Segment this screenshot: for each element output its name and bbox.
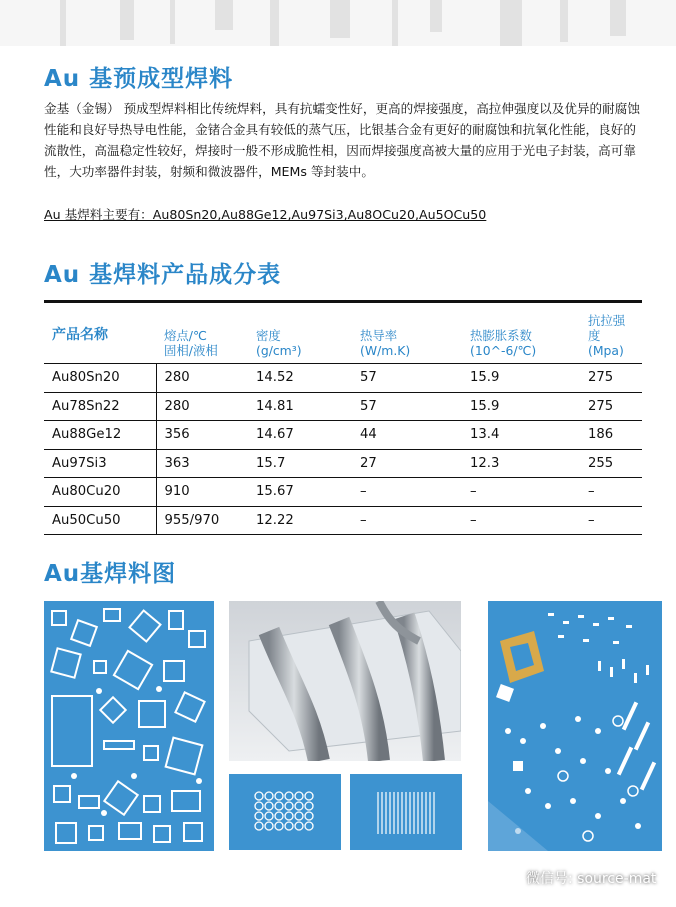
cell-product: Au88Ge12	[44, 421, 156, 450]
section-title-composition: Au 基焊料产品成分表	[44, 262, 282, 288]
main-products-list: Au 基焊料主要有：Au80Sn20,Au88Ge12,Au97Si3,Au8OCu20,Au5OCu50	[44, 207, 487, 222]
cell-conductivity: 57	[352, 364, 462, 393]
header-melting-point: 熔点/℃ 固相/液相	[164, 328, 218, 358]
header-thermal-conductivity: 热导率 (W/m.K)	[360, 328, 411, 358]
table-header-row	[44, 302, 642, 364]
photo-ring-preforms	[229, 774, 341, 850]
cell-expansion: 13.4	[462, 421, 580, 450]
composition-table	[44, 300, 642, 535]
wechat-watermark	[498, 868, 656, 888]
cell-density: 15.7	[248, 449, 352, 478]
cell-melting: 955/970	[156, 506, 248, 535]
photo-ribbon-spools	[229, 601, 461, 761]
cell-melting: 356	[156, 421, 248, 450]
cell-product: Au78Sn22	[44, 392, 156, 421]
cell-density: 14.52	[248, 364, 352, 393]
cell-expansion: –	[462, 478, 580, 507]
section-title-preform: Au 基预成型焊料	[44, 66, 234, 92]
cell-density: 12.22	[248, 506, 352, 535]
header-density: 密度 (g/cm³)	[256, 328, 302, 358]
cell-melting: 363	[156, 449, 248, 478]
cell-tensile: –	[580, 478, 642, 507]
cell-expansion: –	[462, 506, 580, 535]
cell-density: 14.67	[248, 421, 352, 450]
intro-paragraph: 金基（金锡） 预成型焊料相比传统焊料，具有抗蠕变性好，更高的焊接强度，高拉伸强度以及优异的耐腐蚀性能和良好导热导电性能，金锗合金具有较低的蒸气压，比银基合金有更好的耐腐蚀和抗氧化性能，良好的流散性，高温稳定性较好，焊接时一般不形成脆性相，因而焊接强度高被大量的应用于光电子封装，高可靠性，大功率器件封装，射频和微波器件，MEMs 等封装中。	[44, 101, 640, 179]
cell-product: Au80Sn20	[44, 364, 156, 393]
photo-preforms-blue-left	[44, 601, 214, 851]
cell-conductivity: 57	[352, 392, 462, 421]
cell-tensile: 275	[580, 392, 642, 421]
header-thermal-expansion: 热膨胀系数 (10^-6/℃)	[470, 328, 537, 358]
cell-melting: 910	[156, 478, 248, 507]
cell-expansion: 12.3	[462, 449, 580, 478]
photo-preforms-blue-right	[488, 601, 662, 851]
table-row	[44, 506, 642, 535]
table-row	[44, 392, 642, 421]
cell-conductivity: –	[352, 478, 462, 507]
photo-wire-preforms	[350, 774, 462, 850]
cell-conductivity: 44	[352, 421, 462, 450]
table-row	[44, 449, 642, 478]
cell-tensile: 255	[580, 449, 642, 478]
cell-tensile: –	[580, 506, 642, 535]
cell-expansion: 15.9	[462, 392, 580, 421]
cell-conductivity: –	[352, 506, 462, 535]
table-row	[44, 478, 642, 507]
cell-expansion: 15.9	[462, 364, 580, 393]
header-product-name: 产品名称	[52, 327, 108, 343]
header-tensile-strength: 抗拉强度 (Mpa)	[588, 313, 626, 358]
top-decoration	[0, 0, 676, 46]
table-row	[44, 421, 642, 450]
wechat-icon	[498, 869, 520, 887]
cell-tensile: 275	[580, 364, 642, 393]
cell-conductivity: 27	[352, 449, 462, 478]
cell-product: Au50Cu50	[44, 506, 156, 535]
watermark-text: 微信号: source-mat	[526, 871, 657, 887]
cell-tensile: 186	[580, 421, 642, 450]
cell-product: Au97Si3	[44, 449, 156, 478]
section-title-images: Au基焊料图	[44, 561, 177, 587]
cell-density: 14.81	[248, 392, 352, 421]
cell-melting: 280	[156, 364, 248, 393]
cell-product: Au80Cu20	[44, 478, 156, 507]
cell-density: 15.67	[248, 478, 352, 507]
cell-melting: 280	[156, 392, 248, 421]
table-row	[44, 364, 642, 393]
